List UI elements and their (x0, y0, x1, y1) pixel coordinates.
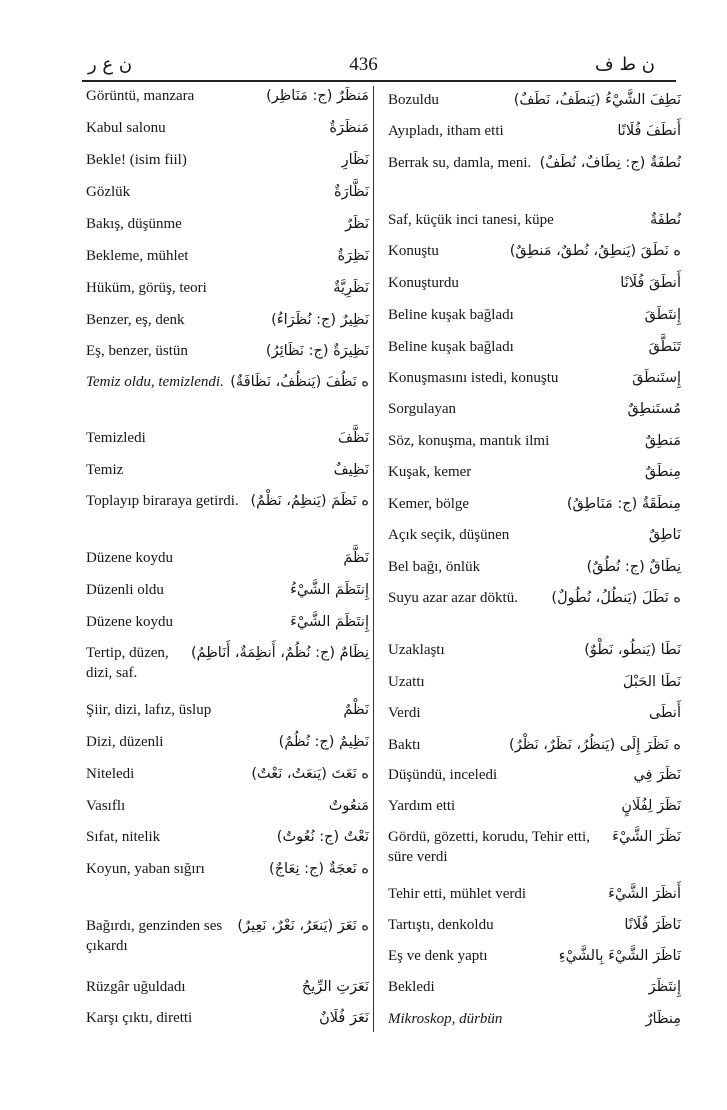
turkish-meaning: Görüntü, manzara (86, 88, 195, 104)
arabic-headword: نُطفَةٌ (ج: نِطَافٌ، نُطَفٌ) (539, 155, 681, 171)
dictionary-entry (388, 765, 681, 791)
turkish-meaning: Beline kuşak bağladı (388, 307, 514, 323)
dictionary-entry (86, 491, 369, 533)
dictionary-entry (86, 548, 369, 574)
header-rule (82, 80, 676, 82)
arabic-headword: نِظَامٌ (ج: نُظُمٌ، أَنظِمَةٌ، أَنَاظِمُ) (190, 645, 369, 661)
dictionary-entry (86, 310, 369, 336)
arabic-headword: نَاظَرَ فُلَانًا (624, 917, 681, 933)
dictionary-entry (86, 86, 369, 112)
arabic-headword: أَنطَقَ فُلَانًا (620, 275, 681, 291)
turkish-meaning: Temiz (86, 462, 124, 478)
arabic-headword: نَظَارِ (341, 152, 369, 168)
turkish-meaning: Bel bağı, önlük (388, 559, 481, 575)
turkish-meaning: Eş, benzer, üstün (86, 343, 188, 359)
dictionary-entry (388, 827, 681, 869)
arabic-headword: إِنتَظَمَ الشَّيْءُ (290, 582, 369, 598)
turkish-meaning: Gözlük (86, 184, 131, 200)
dictionary-entry (388, 884, 681, 910)
dictionary-entry (388, 241, 681, 267)
turkish-meaning: Verdi (388, 705, 421, 721)
arabic-headword: مَنعُوتٌ (328, 798, 369, 814)
arabic-headword: نَظِيمٌ (ج: نُظُمٌ) (278, 734, 369, 750)
header-right-letters: ن ط ف (595, 54, 655, 75)
turkish-meaning: Kabul salonu (86, 120, 166, 136)
arabic-headword: نَطَا (يَنطُو، نَطْوٌ) (584, 642, 681, 658)
arabic-headword: مَنظَرٌ (ج: مَنَاظِر) (266, 88, 369, 104)
dictionary-entry (388, 588, 681, 630)
arabic-headword: إِستَنطَقَ (632, 370, 681, 386)
turkish-meaning: Eş ve denk yaptı (388, 948, 488, 964)
arabic-headword: إِنتَطَقَ (644, 307, 681, 323)
turkish-meaning: Niteledi (86, 766, 135, 782)
turkish-meaning: Düzenli oldu (86, 582, 164, 598)
turkish-meaning: Kuşak, kemer (388, 464, 472, 480)
arabic-headword: نَظَرَ فِي (633, 767, 681, 783)
dictionary-entry (86, 580, 369, 606)
turkish-meaning: Saf, küçük inci tanesi, küpe (388, 212, 554, 228)
arabic-headword: نُطفَةٌ (649, 212, 681, 228)
dictionary-entry (388, 305, 681, 331)
arabic-headword: نَطَا الحَبْلَ (622, 674, 681, 690)
turkish-meaning: Konuşmasını istedi, konuştu (388, 370, 559, 386)
turkish-meaning: Konuşturdu (388, 275, 459, 291)
turkish-meaning: Toplayıp biraraya getirdi. (86, 493, 239, 509)
turkish-meaning: Mikroskop, dürbün (388, 1011, 503, 1027)
turkish-meaning: Suyu azar azar döktü. (388, 590, 518, 606)
turkish-meaning: Yardım etti (388, 798, 456, 814)
arabic-headword: مِنظَارٌ (645, 1011, 681, 1027)
arabic-headword: أَنظَرَ الشَّيْءَ (608, 886, 681, 902)
arabic-headword: ه نَعجَةٌ (ج: نِعَاجٌ) (269, 861, 369, 877)
turkish-meaning: Düzene koydu (86, 614, 174, 630)
arabic-headword: نَعَرَ فُلَانٌ (319, 1010, 369, 1026)
turkish-meaning: Temiz oldu, temizlendi. (86, 374, 224, 390)
arabic-headword: نَظَرِيَّةٌ (333, 280, 369, 296)
arabic-headword: نَعْتٌ (ج: نُعُوتٌ) (276, 829, 369, 845)
turkish-meaning: Temizledi (86, 430, 146, 446)
arabic-headword: نَظَرَ لِفُلَانٍ (621, 798, 681, 814)
dictionary-entry (86, 150, 369, 176)
dictionary-entry (388, 337, 681, 363)
turkish-meaning: Benzer, eş, denk (86, 312, 185, 328)
arabic-headword: ه نَظُفَ (يَنظُفُ، نَظَافَةٌ) (230, 374, 369, 390)
turkish-meaning: Bekleme, mühlet (86, 248, 189, 264)
turkish-meaning: Sorgulayan (388, 401, 457, 417)
dictionary-entry (388, 462, 681, 488)
header-left-letters: ن ع ر (88, 54, 133, 75)
arabic-headword: نَظَرٌ (345, 216, 369, 232)
dictionary-entry (86, 460, 369, 486)
dictionary-entry (388, 273, 681, 299)
dictionary-entry (86, 118, 369, 144)
dictionary-entry (86, 764, 369, 790)
arabic-headword: إِنتَظَمَ الشَّيْءَ (290, 614, 369, 630)
turkish-meaning: Dizi, düzenli (86, 734, 164, 750)
arabic-headword: نَظِرَةٌ (337, 248, 369, 264)
turkish-meaning: Söz, konuşma, mantık ilmi (388, 433, 550, 449)
dictionary-entry (86, 372, 369, 414)
dictionary-entry (86, 916, 369, 958)
turkish-meaning: Rüzgâr uğuldadı (86, 979, 186, 995)
turkish-meaning: Düzene koydu (86, 550, 174, 566)
dictionary-entry (86, 859, 369, 901)
dictionary-entry (388, 796, 681, 822)
turkish-meaning: Koyun, yaban sığırı (86, 861, 205, 877)
turkish-meaning: Bağırdı, genzinden ses çıkardı (86, 918, 223, 954)
turkish-meaning: Ayıpladı, itham etti (388, 123, 504, 139)
dictionary-entry (86, 182, 369, 208)
turkish-meaning: Berrak su, damla, meni. (388, 155, 532, 171)
turkish-meaning: Şiir, dizi, lafız, üslup (86, 702, 212, 718)
dictionary-entry (388, 210, 681, 236)
dictionary-entry (388, 494, 681, 520)
arabic-headword: ه نَطَلَ (يَنطُلُ، نُطُولٌ) (551, 590, 681, 606)
dictionary-entry (388, 1009, 681, 1035)
dictionary-entry (388, 557, 681, 583)
dictionary-entry (388, 121, 681, 147)
dictionary-entry (388, 703, 681, 729)
arabic-headword: مَنطِقٌ (644, 433, 681, 449)
dictionary-entry (388, 735, 681, 761)
arabic-headword: أَنطَى (648, 705, 681, 721)
dictionary-entry (86, 643, 369, 685)
turkish-meaning: Bekledi (388, 979, 435, 995)
dictionary-entry (388, 399, 681, 425)
dictionary-entry (86, 1008, 369, 1034)
dictionary-entry (86, 278, 369, 304)
turkish-meaning: Düşündü, inceledi (388, 767, 498, 783)
arabic-headword: نَظِيفٌ (333, 462, 369, 478)
turkish-meaning: Tertip, düzen, dizi, saf. (86, 645, 169, 681)
arabic-headword: مُستَنطِقٌ (627, 401, 681, 417)
arabic-headword: ه نَطَقَ (يَنطِقُ، نُطقٌ، مَنطِقٌ) (509, 243, 681, 259)
turkish-meaning: Baktı (388, 737, 421, 753)
arabic-headword: نَظْمٌ (343, 702, 369, 718)
turkish-meaning: Vasıflı (86, 798, 126, 814)
dictionary-entry (388, 946, 681, 972)
turkish-meaning: Beline kuşak bağladı (388, 339, 514, 355)
turkish-meaning: Kemer, bölge (388, 496, 470, 512)
turkish-meaning: Bozuldu (388, 92, 439, 108)
arabic-headword: مَنظَرَةٌ (329, 120, 369, 136)
dictionary-entry (86, 428, 369, 454)
turkish-meaning: Konuştu (388, 243, 439, 259)
dictionary-entry (86, 827, 369, 853)
page-header (0, 48, 727, 82)
arabic-headword: نَعَرَتِ الرِّيحُ (301, 979, 369, 995)
page-number: 436 (349, 54, 378, 75)
turkish-meaning: Tartıştı, denkoldu (388, 917, 494, 933)
arabic-headword: أَنطَفَ فُلَانًا (617, 123, 681, 139)
arabic-headword: ه نَعَرَ (يَنعَرُ، نَعْرٌ، نَعِيرٌ) (237, 918, 369, 934)
arabic-headword: ه نَعَتَ (يَنعَتُ، نَعْتٌ) (251, 766, 369, 782)
dictionary-entry (388, 368, 681, 394)
arabic-headword: نَظِيرٌ (ج: نُظَرَاءُ) (271, 312, 369, 328)
arabic-headword: ه نَظَرَ إِلَى (يَنظُرُ، نَظَرٌ، نَظْرٌ) (509, 737, 681, 753)
arabic-headword: تَنَطَّقَ (648, 339, 681, 355)
arabic-headword: نَظَّفَ (338, 430, 369, 446)
arabic-headword: مِنطَقٌ (644, 464, 681, 480)
dictionary-entry (388, 977, 681, 1003)
dictionary-entry (86, 796, 369, 822)
dictionary-entry (86, 977, 369, 1003)
arabic-headword: نَظَرَ الشَّيْءَ (612, 829, 681, 845)
dictionary-entry (86, 700, 369, 726)
dictionary-entry (86, 246, 369, 272)
dictionary-entry (388, 90, 681, 116)
dictionary-entry (86, 214, 369, 240)
turkish-meaning: Hüküm, görüş, teori (86, 280, 207, 296)
dictionary-entry (86, 341, 369, 367)
turkish-meaning: Uzattı (388, 674, 425, 690)
turkish-meaning: Sıfat, nitelik (86, 829, 161, 845)
arabic-headword: ه نَظَمَ (يَنظِمُ، نَظْمٌ) (250, 493, 369, 509)
dictionary-entry (388, 915, 681, 941)
arabic-headword: نَاظَرَ الشَّيْءَ بِالشَّيْءِ (558, 948, 681, 964)
turkish-meaning: Bekle! (isim fiil) (86, 152, 187, 168)
dictionary-entry (388, 672, 681, 698)
column-divider (373, 86, 374, 1032)
arabic-headword: نَظَّمَ (343, 550, 369, 566)
arabic-headword: نَظَّارَةٌ (334, 184, 369, 200)
dictionary-entry (388, 525, 681, 551)
turkish-meaning: Gördü, gözetti, korudu, Tehir etti, süre verdi (388, 829, 590, 865)
arabic-headword: نَطِفَ الشَّيْءُ (يَنطَفُ، نَطَفٌ) (513, 92, 681, 108)
dictionary-entry (388, 640, 681, 666)
dictionary-entry (86, 732, 369, 758)
arabic-headword: مِنطَقَةٌ (ج: مَنَاطِقُ) (566, 496, 681, 512)
arabic-headword: نِطَاقٌ (ج: نُطُقٌ) (586, 559, 681, 575)
dictionary-entry (388, 153, 681, 195)
turkish-meaning: Bakış, düşünme (86, 216, 182, 232)
dictionary-entry (388, 431, 681, 457)
turkish-meaning: Tehir etti, mühlet verdi (388, 886, 527, 902)
arabic-headword: نَظِيرَةٌ (ج: نَظَائِرُ) (265, 343, 369, 359)
turkish-meaning: Uzaklaştı (388, 642, 445, 658)
arabic-headword: إِنتَظَرَ (648, 979, 681, 995)
turkish-meaning: Açık seçik, düşünen (388, 527, 510, 543)
arabic-headword: نَاطِقٌ (648, 527, 681, 543)
dictionary-entry (86, 612, 369, 638)
turkish-meaning: Karşı çıktı, diretti (86, 1010, 193, 1026)
